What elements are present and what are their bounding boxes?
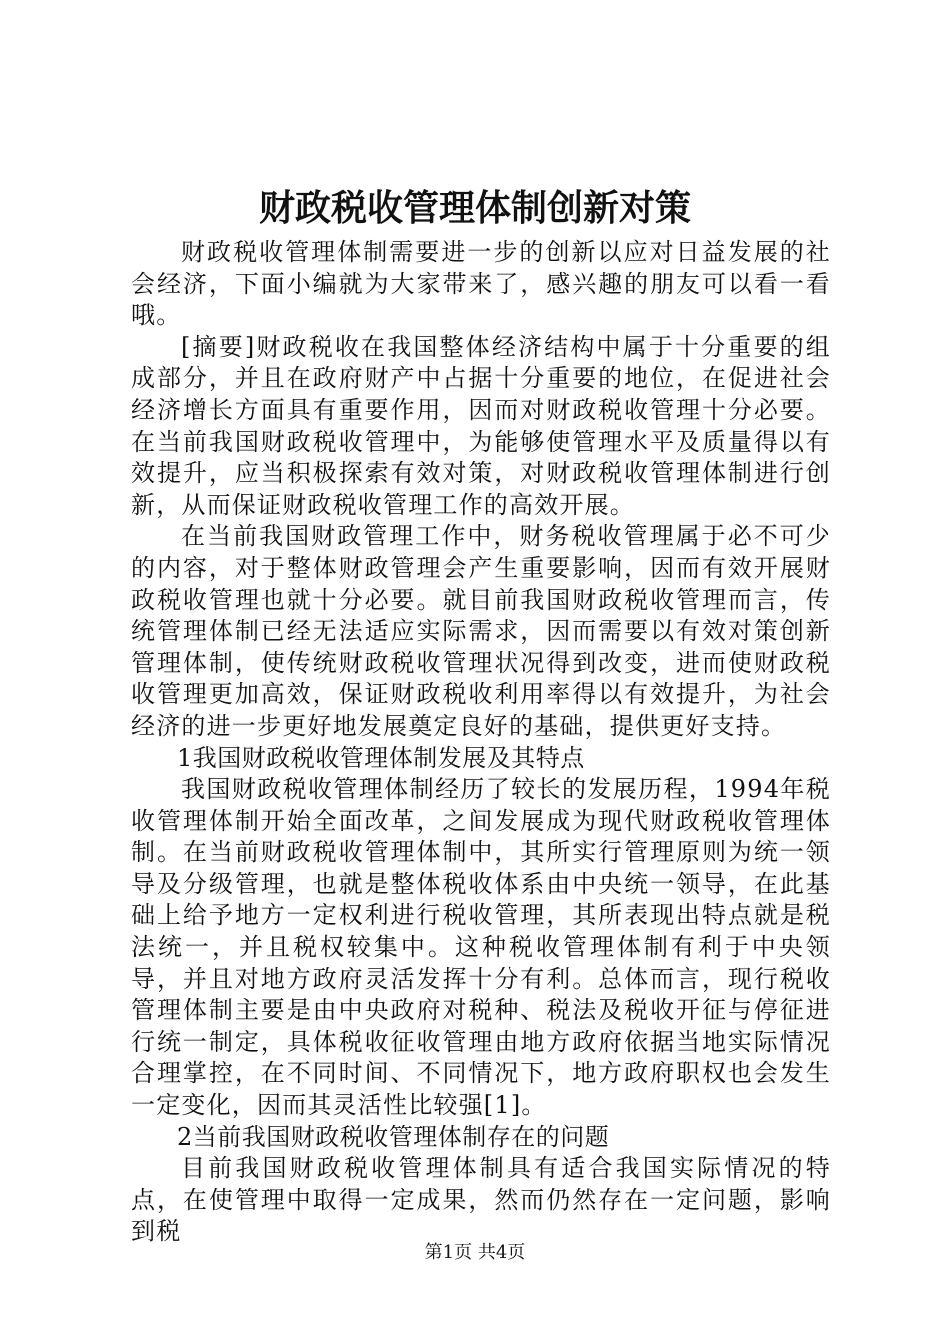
intro-paragraph: 财政税收管理体制需要进一步的创新以应对日益发展的社会经济，下面小编就为大家带来了，感兴趣的朋友可以看一看哦。 [131,238,831,330]
section-1-paragraph: 我国财政税收管理体制经历了较长的发展历程，1994年税收管理体制开始全面改革，之间发展成为现代财政税收管理体制。在当前财政税收管理体制中，其所实行管理原则为统一领导及分级管理，也就是整体税收体系由中央统一领导，在此基础上给予地方一定权利进行税收管理，其所表现出特点就是税法统一，并且税权较集中。这种税收管理体制有利于中央领导，并且对地方政府灵活发挥十分有利。总体而言，现行税收管理体制主要是由中央政府对税种、税法及税收开征与停征进行统一制定，具体税收征收管理由地方政府依据当地实际情况合理掌控，在不同时间、不同情况下，地方政府职权也会发生一定变化，因而其灵活性比较强[1]。 [131,775,831,1120]
section-heading-1: 1我国财政税收管理体制发展及其特点 [177,743,585,772]
page-number-footer: 第1页 共4页 [424,1242,526,1263]
abstract-paragraph: [摘要]财政税收在我国整体经济结构中属于十分重要的组成部分，并且在政府财产中占据十分重要的地位，在促进社会经济增长方面具有重要作用，因而对财政税收管理十分必要。在当前我国财政税收管理中，为能够使管理水平及质量得以有效提升，应当积极探索有效对策，对财政税收管理体制进行创新，从而保证财政税收管理工作的高效开展。 [131,332,831,519]
document-title: 财政税收管理体制创新对策 [258,187,691,229]
body-paragraph: 在当前我国财政管理工作中，财务税收管理属于必不可少的内容，对于整体财政管理会产生重要影响，因而有效开展财政税收管理也就十分必要。就目前我国财政税收管理而言，传统管理体制已经无法适应实际需求，因而需要以有效对策创新管理体制，使传统财政税收管理状况得到改变，进而使财政税收管理更加高效，保证财政税收利用率得以有效提升，为社会经济的进一步更好地发展奠定良好的基础，提供更好支持。 [131,522,831,740]
document-body [131,237,831,1248]
section-2-paragraph: 目前我国财政税收管理体制具有适合我国实际情况的特点，在使管理中取得一定成果，然而仍然存在一定问题，影响到税 [131,1154,831,1246]
section-heading-2: 2当前我国财政税收管理体制存在的问题 [177,1122,610,1151]
